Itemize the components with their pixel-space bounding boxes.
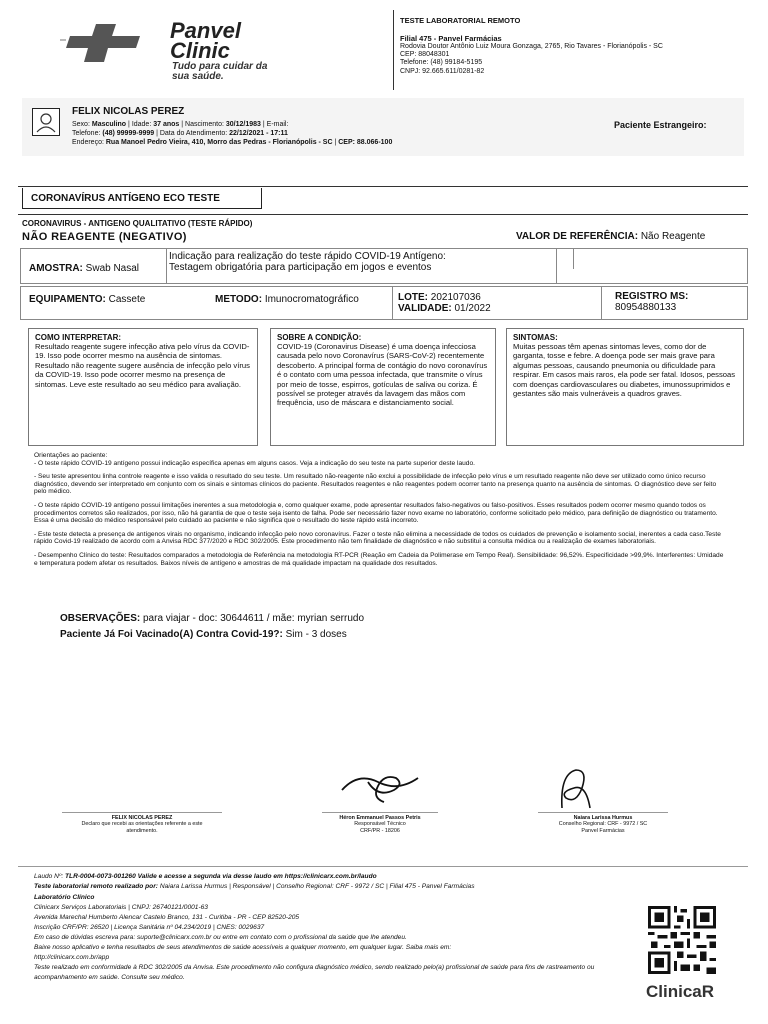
tel: (48) 99999-9999 xyxy=(102,130,155,137)
nasc: 30/12/1983 xyxy=(225,121,261,128)
reference-label: VALOR DE REFERÊNCIA: xyxy=(516,231,639,242)
patient-block: FELIX NICOLAS PEREZ Sexo: Masculino | Idade: 37 anos | Nascimento: 30/12/1983 | E-mail: Telefone: (48) 99999-9999 | Data do Atendimento: 22/12/2021 - 17:11 Endereço: Rua Manoel Pedro Vieira, 410, Morro das Pedras - Florianópolis - SC | CEP: 88.066-100 Paciente Estrangeiro: xyxy=(22,98,744,156)
amostra: Swab Nasal xyxy=(85,263,140,274)
sample-row xyxy=(20,248,748,284)
validade: 01/2022 xyxy=(454,303,491,314)
laudo-label: Laudo Nº: xyxy=(34,873,64,880)
foreign-patient: Paciente Estrangeiro: xyxy=(614,120,707,130)
guidance xyxy=(34,452,724,567)
exam-result: NÃO REAGENTE (NEGATIVO) xyxy=(22,231,187,243)
sig-name: FELIX NICOLAS PEREZ xyxy=(111,815,173,821)
sig-line1: Conselho Regional: CRF - 9972 / SC xyxy=(558,821,648,827)
avatar-icon xyxy=(32,108,60,136)
guidance-item: - Seu teste apresentou linha controle reagente e isso valida o resultado do seu teste. Um resultado não-reagente não exclui a possibilidade de infecção pelo vírus e um resultado reagente não deve ser utilizado como único recurso diagnóstico, devendo ser interpretado em conjunto com os sinais e sintomas clínicos do paciente. Resultados reagentes e não reagentes podem ocorrer tanto na presença quanto na ausência de sintomas. O diagnóstico deve ser feito pelo médico. xyxy=(34,473,717,496)
panvel-logo xyxy=(60,14,300,84)
guidance-item: - O teste rápido COVID-19 antígeno possui limitações inerentes a sua metodologia e, como qualquer exame, pode apresentar resultados falso-negativos ou falso-positivos. Esses resultados podem ocorrer mesmo quando todos os procedimentos corretos são realizados, por isso, não há garantia de que o teste seja isento de falha. Pode ser necessário fazer novo exame no laboratório, conforme solicitado pelo médico, para definição de diagnóstico ou tratamento. Essa é uma decisão do médico responsável pelo cuidado ao paciente e não significa que o resultado do teste rápido está incorreto. xyxy=(34,501,718,525)
lab-title: TESTE LABORATORIAL REMOTO xyxy=(400,16,521,25)
cross-logo-icon xyxy=(60,18,170,68)
laudo: TLR-0004-0073-001260 Valide e acesse a segunda via desse laudo em https://clinicarx.com.br/laudo xyxy=(65,873,377,880)
signature-mark xyxy=(552,764,602,814)
remoto-label: Teste laboratorial remoto realizado por: xyxy=(34,883,158,890)
lab-line: Clinicarx Serviços Laboratoriais | CNPJ: 26740121/0001-63 xyxy=(34,904,208,911)
footer xyxy=(34,872,634,983)
exam-title: CORONAVÍRUS ANTÍGENO ECO TESTE xyxy=(31,193,220,204)
lab-address: Rodovia Doutor Antônio Luiz Moura Gonzaga, 2765, Rio Tavares - Florianópolis - SC xyxy=(400,43,663,50)
registro: 80954880133 xyxy=(615,302,677,313)
equip-label: EQUIPAMENTO: xyxy=(29,294,106,305)
sig-line2: Panvel Farmácias xyxy=(581,828,625,834)
brand-name-line1: Panvel xyxy=(170,18,241,43)
sexo-label: Sexo: xyxy=(72,121,90,128)
remoto: Naiara Larissa Hurmus | Responsável | Conselho Regional: CRF - 9972 / SC | Filial 475 - Panvel Farmácias xyxy=(159,883,475,890)
signature-pharmacist xyxy=(538,812,668,835)
lab-phone: Telefone: (48) 99184-5195 xyxy=(400,59,483,67)
signature-responsible xyxy=(322,812,438,835)
exam-subtitle: CORONAVIRUS - ANTIGENO QUALITATIVO (TESTE RÁPIDO) xyxy=(22,219,253,228)
lab-cnpj: CNPJ: 92.665.611/0281-82 xyxy=(400,67,485,75)
lote: 202107036 xyxy=(430,292,481,303)
patient-name: FELIX NICOLAS PEREZ xyxy=(72,106,185,117)
sig-line1: Declaro que recebi as orientações referente a este xyxy=(81,821,203,827)
end-label: Endereço: xyxy=(72,139,104,146)
lab-link[interactable]: http://clinicarx.com.br/app xyxy=(34,954,110,961)
guidance-item: - Desempenho Clínico do teste: Resultados comparados a metodologia de Referência na metodologia RT-PCR (Reação em Cadeia da Polimerase em Tempo Real). Sensibilidade: 96,52%. Especificidade >99,9%. Interferentes: Umidade e temperatura podem afetar os resultados. Baixos níveis de antígeno e amostras de má qualidade impactam na qualidade dos resultados. xyxy=(34,551,724,567)
guidance-item: - Este teste detecta a presença de antígenos virais no organismo, indicando infecção pelo novo coronavírus. Fazer o teste não elimina a necessidade de todos os cuidados de prevenção e isolamento social, inerentes a cada caso.Teste rápido Covid-19 realizado de acordo com a Anvisa RDC 377/2020 e RDC 302/2005. Este procedimento não tem finalidade de diagnóstico e não substitui a consulta médica ou a realização de exames laboratoriais. xyxy=(34,530,721,546)
lote-label: LOTE: xyxy=(398,292,428,303)
validade-label: VALIDADE: xyxy=(398,303,452,314)
sig-name: Naiara Larissa Hurmus xyxy=(573,815,633,821)
indicacao-line1: Indicação para realização do teste rápido COVID-19 Antígeno: xyxy=(169,251,446,262)
signature-patient xyxy=(62,812,222,835)
data-atendimento: 22/12/2021 - 17:11 xyxy=(229,130,288,137)
email-label: E-mail: xyxy=(266,121,289,128)
idade: 37 anos xyxy=(153,121,180,128)
guidance-item: - O teste rápido COVID-19 antígeno possui indicação específica apenas em alguns casos. Veja a indicação do seu teste na parte superior deste laudo. xyxy=(34,459,475,467)
lab-line: Avenida Marechal Humberto Alencar Castelo Branco, 131 - Curitiba - PR - CEP 82520-205 xyxy=(34,914,300,921)
reference-value: Não Reagente xyxy=(640,231,706,242)
sexo: Masculino xyxy=(91,121,127,128)
idade-label: Idade: xyxy=(131,121,152,128)
vac: Sim - 3 doses xyxy=(285,629,347,640)
signature-mark xyxy=(338,768,428,808)
col3-title: SINTOMAS: xyxy=(513,333,558,342)
lab-info-block xyxy=(400,16,740,76)
col2-title: SOBRE A CONDIÇÃO: xyxy=(277,333,362,342)
sig-line2: CRF/PR - 18206 xyxy=(360,828,400,834)
lab-line: Inscrição CRF/PR: 26520 | Licença Sanitária nº 04.234/2019 | CNES: 0029637 xyxy=(34,924,265,931)
obs-label: OBSERVAÇÕES: xyxy=(60,613,141,624)
sig-line2: atendimento. xyxy=(126,828,158,834)
brand-tagline: Tudo para cuidar da sua saúde. xyxy=(172,61,268,82)
lab-line: Teste realizado em conformidade à RDC 302/2005 da Anvisa. Este procedimento não configura diagnóstico médico, sendo realizado pelo(a) profissional de saúde para fins de rastreamento ou acompanhamento em saúde. Consulte seu médico. xyxy=(34,964,595,981)
nasc-label: Nascimento: xyxy=(185,121,224,128)
equipment-row xyxy=(20,286,748,320)
tel-label: Telefone: xyxy=(72,130,101,137)
lab-line: Baixe nosso aplicativo e tenha resultados de seus atendimentos de saúde acessíveis a qualquer momento, em qualquer lugar. Saiba mais em: xyxy=(34,944,452,951)
metodo-label: METODO: xyxy=(215,294,263,305)
qr-code-icon[interactable] xyxy=(648,906,716,974)
sig-name: Héron Emmanuel Passos Petris xyxy=(339,815,421,821)
endereco: Rua Manoel Pedro Vieira, 410, Morro das Pedras - Florianópolis - SC xyxy=(105,139,333,146)
data-label: Data do Atendimento: xyxy=(159,130,228,137)
brand-name-line2: Clinic xyxy=(170,38,230,63)
sig-line1: Responsável Técnico xyxy=(354,821,406,827)
exam-title-box xyxy=(22,188,262,209)
info-columns xyxy=(28,328,744,448)
col2-text: COVID-19 (Coronavirus Disease) é uma doença infecciosa causada pelo novo Coronavírus (SARS-CoV-2) recentemente descoberto. A principal forma de contágio do novo coronavírus é o contato com uma pessoa infectada, que transmite o vírus por meio de tosse, espirros, gotículas de saliva ou coriza. É possível se proteger através da lavagem das mãos com frequência, uso de máscara e distanciamento social. xyxy=(277,342,488,408)
metodo: Imunocromatográfico xyxy=(264,294,359,305)
lab-title-footer: Laboratório Clínico xyxy=(34,894,95,901)
clinicarx-brand: ClinicaR xyxy=(646,982,715,1001)
vac-label: Paciente Já Foi Vacinado(A) Contra Covid-19?: xyxy=(60,629,283,640)
guidance-title: Orientações ao paciente: xyxy=(34,452,108,459)
lab-cep: CEP: 88048301 xyxy=(400,51,450,59)
indicacao-line2: Testagem obrigatória para participação em jogos e eventos xyxy=(169,262,432,273)
obs: para viajar - doc: 30644611 / mãe: myrian serrudo xyxy=(142,613,365,624)
col3-text: Muitas pessoas têm apenas sintomas leves, como dor de garganta, tosse e febre. A doença pode ser mais grave para algumas pessoas, causando pneumonia ou dificuldade para respirar. Em casos mais raros, ela pode ser fatal. Idosos, pessoas com doenças cardiovasculares ou diabetes, imunossuprimidos e gestantes são mais vulneráveis a quadros graves. xyxy=(513,342,736,399)
col1-title: COMO INTERPRETAR: xyxy=(35,333,122,342)
equip: Cassete xyxy=(108,294,146,305)
filial: Filial 475 - Panvel Farmácias xyxy=(400,33,502,43)
amostra-label: AMOSTRA: xyxy=(29,263,83,274)
lab-line: Em caso de dúvidas escreva para: suporte@clinicarx.com.br ou entre em contato com o profissional da saúde que lhe atendeu. xyxy=(34,934,407,941)
registro-label: REGISTRO MS: xyxy=(615,291,689,302)
patient-cep: CEP: 88.066-100 xyxy=(338,139,393,146)
col1-text: Resultado reagente sugere infecção ativa pelo vírus da COVID-19. Isso pode ocorrer mesmo na ausência de sintomas. Resultado não reagente sugere ausência de infecção pelo vírus da COVID-19. Isso pode ocorrer mesmo na presença de sintomas. Leve este resultado ao seu médico para avaliação. xyxy=(35,342,250,389)
